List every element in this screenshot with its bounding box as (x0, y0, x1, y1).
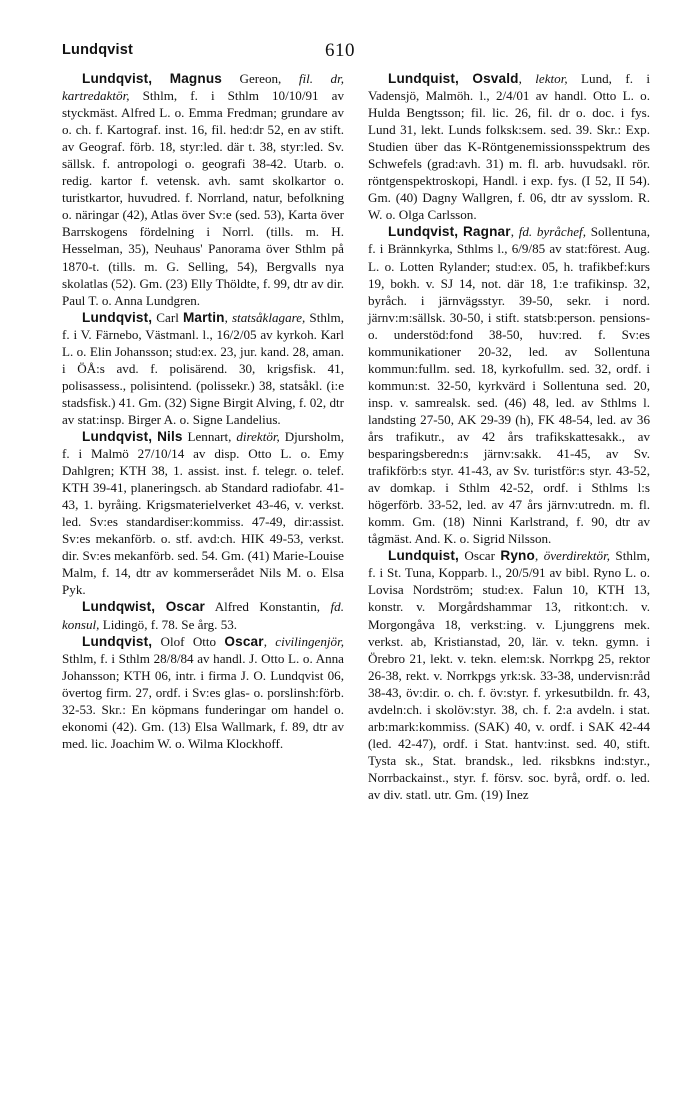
entry-first-name: Nils (157, 428, 183, 444)
entry-title: lektor, (535, 71, 568, 86)
entry-surname: Lundqvist, (388, 224, 459, 240)
entry-body: Lidingö, f. 78. Se årg. 53. (99, 616, 238, 632)
entry-surname: Lundquist, (388, 548, 459, 564)
entry-first-name: Ragnar (462, 224, 511, 240)
entry-other-names: Gereon, (222, 71, 299, 86)
entry-surname: Lundqwist, (82, 599, 156, 615)
biography-entry-oscar-lundqvist (62, 633, 344, 752)
entry-first-name: Martin (182, 309, 225, 325)
entry-surname: Lundqvist, (82, 309, 153, 325)
entry-other-names: Oscar (458, 548, 501, 564)
biography-entry-oscar-lundqwist (62, 598, 344, 632)
entry-other-names: , (534, 548, 544, 564)
entry-other-names: , (224, 309, 232, 325)
biography-entry-osvald-lundquist (368, 70, 650, 223)
entry-title: statsåklagare, (231, 309, 306, 325)
entry-other-names: , (518, 71, 536, 86)
entry-other-names: Carl (152, 309, 183, 325)
entry-body: Sthlm, f. i St. Tuna, Kopparb. l., 20/5/91 av bibl. Ryno L. o. Lovisa Nordström; stud:ex. Falun 10, KTH 13, konstr. v. Morgårdshammar 13, ritkont:ch. v. Morgongåva 18, verkst:ing. v. Ljunggrens mek. verkst. ab, Kristianstad, 20, lär. v. tekn. gymn. i Örebro 21, lekt. v. tekn. elem:sk. Norrkpg 25, rektor 26-38, rekt. v. Norrkpgs yrk:sk. 33-38, undervisn:råd 38-43, öv:dir. o. ch. f. öv:styr. f. yrkesutbildn. fr. 43, avdeln:ch. i skolöv:styr. 38, ch. f. 2:a avdeln. i stat. arb:mark:kommiss. (SAK) 40, v. ordf. i SAK 42-44 (led. 42-47), ordf. i Stat. hantv:inst. sed. 40, stift. Tysta sk., Stat. brandsk., led. riksbkns ind:styr., Norrbackainst., styr. f. försv. soc. byrå, ordf. o. led. av div. statl. utr. Gm. (19) Inez (368, 548, 650, 802)
entry-title: fil. dr, kartredaktör, (62, 71, 344, 104)
entry-first-name: Oscar (165, 599, 205, 615)
running-head: Lundqvist (62, 42, 134, 58)
entry-first-name: Ryno (500, 548, 535, 564)
biography-entry-ryno-lundquist (368, 547, 650, 803)
entry-other-names: Alfred Konstantin, (204, 599, 331, 615)
biography-entry-ragnar-lundqvist (368, 223, 650, 547)
entry-first-name: Osvald (472, 71, 519, 86)
entry-body: Sollentuna, f. i Brännkyrka, Sthlms l., 6/9/85 av stat:förest. Aug. L. o. Lotten Rylander; stud:ex. 05, h. trafikbef:kurs 19, bokh. v. SJ 14, not. där 18, 1:e trafikinsp. 32, byråch. i järnvägsstyr. 39-50, sekr. i nord. järnv:m:sällsk. 30-50, i stift. statsb:person. pensions- o. understöd:fond 38-50, huv:red. f. Sv:es kommunikationer 20-32, led. av Sollentuna kommun:fullm. sed. 18, kyrkofullm. sed. 32, ordf. i kommun:st. 32-50, kyrkvärd i Sollentuna sed. 20, insp. v. samrealsk. sed. (46) 48, led. av Sthlms l. landsting 27-50, AK 29-39 (h), FK 48-54, led. av 36 års trafikutr., av 42 års trafikskattesakk., av besparingsberedn:s järnv:sakk. 41-45, av Sv. trafikförb:s styr. 41-43, av Sv. turistför:s styr. 43-52, av domkap. i Sthlm 42-52, ordf. i Sthlms l:s högerförb. 33-52, led. av 47 års järnv:utredn. m. fl. komm. Gm. (18) Ninni Karlstrand, f. 90, dtr av tågmäst. And. K. o. Sigrid Nilsson. (368, 224, 650, 547)
biography-entry-magnus-lundqvist (62, 70, 344, 309)
biography-entry-martin-lundqvist (62, 309, 344, 428)
entry-body: Lund, f. i Vadensjö, Malmöh. l., 2/4/01 av handl. Otto L. o. Hulda Bengtsson; fil. lic. 26, fil. dr o. doc. i fys. Lund 31, lekt. Lunds folksk:sem. sed. 39. Skr.: Exp. Studien über das K-Röntgenemissionsspektrum des Schwefels (grad:avh. 31) m. fl. arb. huvudsakl. rör. röntgenspektroskopi, Handl. i exp. fys. (I 52, II 54). Gm. (40) Dagny Wallgren, f. 06, dtr av sysslom. R. W. o. Olga Carlsson. (368, 71, 650, 223)
entry-title: överdirektör, (543, 548, 610, 564)
entry-other-names: Olof Otto (152, 633, 225, 649)
entry-first-name: Oscar (224, 633, 264, 649)
entry-other-names: , (263, 633, 276, 649)
entry-surname: Lundqvist, (82, 633, 153, 649)
entry-title: direktör, (236, 428, 280, 444)
entry-title: fd. byråchef, (518, 224, 586, 240)
entry-body: Djursholm, f. i Malmö 27/10/14 av disp. Otto L. o. Emy Dahlgren; KTH 38, 1. assist. inst. f. telegr. o. telef. KTH 39-41, planeringsch. ab Standard radiofabr. 41-43, 1. byråing. Krigsmaterielverket 43-46, v. verkst. led. Sv:es standardiser:kommiss. 47-49, dir:assist. Sv:es mekanförb. o. stf. avd:ch. HIK 49-53, verkst. dir. Sv:es mekanförb. sed. 54. Gm. (41) Marie-Louise Malm, f. 14, dtr av kommerserådet Nils M. o. Elsa Pyk. (62, 428, 344, 598)
page-number: 610 (325, 40, 355, 61)
left-column (62, 70, 344, 752)
entry-surname: Lundquist, (388, 71, 459, 86)
entry-surname: Lundqvist, (82, 71, 153, 86)
entry-title: civilingenjör, (275, 633, 344, 649)
entry-body: Sthlm, f. i Sthlm 28/8/84 av handl. J. Otto L. o. Anna Johansson; KTH 06, intr. i firma J. O. Lundqvist 06, övertog firm. 27, ordf. i Sv:es glas- o. porslinsh:förb. 32-53. Skr.: En köpmans funderingar om handel o. ekonomi (42). Gm. (13) Elsa Wallmark, f. 89, dtr av med. lic. Joachim W. o. Wilma Klockhoff. (62, 650, 344, 751)
entry-first-name: Magnus (169, 71, 222, 86)
entry-other-names: , (510, 224, 519, 240)
entry-body: Sthlm, f. i V. Färnebo, Västmanl. l., 16/2/05 av kyrkoh. Karl L. o. Elin Johansson; stud:ex. 23, jur. kand. 28, aman. i ÖÅ:s avd. f. polisärend. 30, krigsfisk. 41, polisassess., polisintend. (polissekr.) 38, statsåkl. (i:e stadsfisk.) 41. Gm. (32) Signe Birgit Alving, f. 02, dtr av stat:insp. Birger A. o. Signe Landelius. (62, 309, 344, 427)
entry-other-names: Lennart, (182, 428, 237, 444)
entry-title: fd. konsul, (62, 599, 344, 632)
entry-body: Sthlm, f. i Sthlm 10/10/91 av styckmäst. Alfred L. o. Emma Fredman; grundare av o. ch. f. Kartograf. inst. 16, fil. hed:dr 52, en av stift. av Geograf. förb. 18, styr:led. där t. 38, styr:led. Sv. sällsk. f. antropologi o. geografi 38-42. Utarb. o. redig. kartor f. vetensk. avh. samt skolkartor o. turistkartor, huvudred. f. Norrland, natur, befolkning o. näringar (42), Atlas över Sv:e (sed. 53), Karta över Barrskogens fördelning i Norrl. (tills. m. H. Hesselman, 35), Neuhaus' Panorama över Sthlm på 1870-t. (tills. m. G. Selling, 54), Bergvalls nya skolatlas (52). Gm. (23) Elly Thöldte, f. 99, dtr av dir. Paul T. o. Anna Lundgren. (62, 88, 344, 308)
entry-surname: Lundqvist, (82, 428, 153, 444)
right-column (368, 70, 650, 803)
biography-entry-nils-lundqvist (62, 428, 344, 598)
